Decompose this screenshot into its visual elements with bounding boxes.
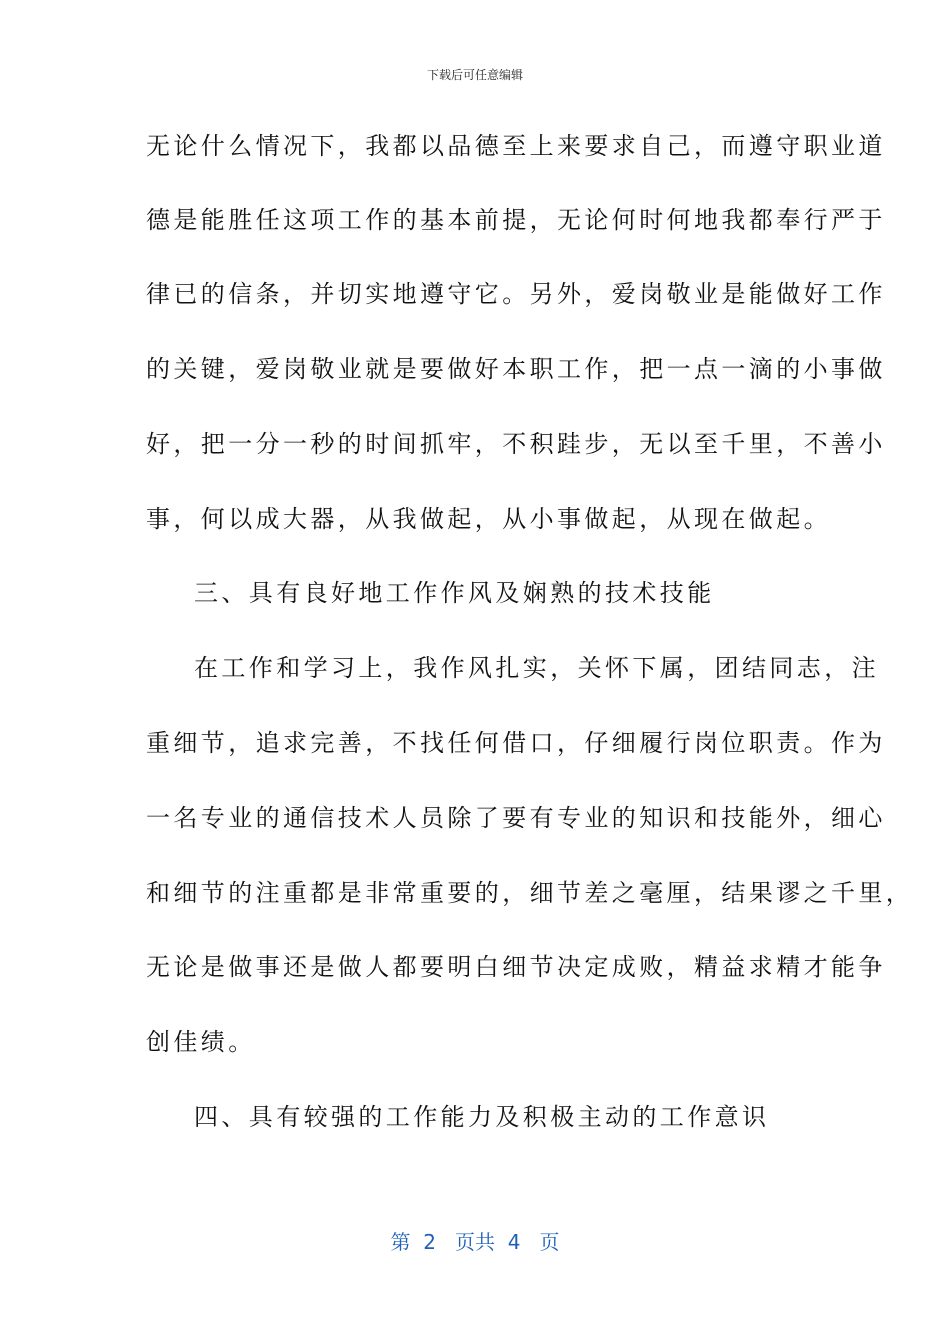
text-line: 德是能胜任这项工作的基本前提，无论何时何地我都奉行严于 (146, 206, 886, 234)
text-line: 和细节的注重都是非常重要的，细节差之毫厘，结果谬之千里， (146, 879, 914, 907)
page-number-footer (0, 1226, 950, 1255)
text-line: 律已的信条，并切实地遵守它。另外，爱岗敬业是能做好工作 (146, 280, 886, 308)
text-line: 创佳绩。 (146, 1028, 256, 1056)
text-line: 在工作和学习上，我作风扎实，关怀下属，团结同志，注 (194, 654, 879, 682)
footer-total-pages: 4 (507, 1230, 521, 1254)
text-line: 事，何以成大器，从我做起，从小事做起，从现在做起。 (146, 505, 831, 533)
text-line: 无论什么情况下，我都以品德至上来要求自己，而遵守职业道 (146, 132, 886, 160)
text-line: 好，把一分一秒的时间抓牢，不积跬步，无以至千里，不善小 (146, 430, 886, 458)
footer-current-page: 2 (423, 1230, 436, 1254)
text-line: 的关键，爱岗敬业就是要做好本职工作，把一点一滴的小事做 (146, 355, 886, 383)
footer-middle: 页共 (455, 1230, 495, 1254)
text-line: 一名专业的通信技术人员除了要有专业的知识和技能外，细心 (146, 804, 886, 832)
footer-suffix: 页 (539, 1230, 560, 1254)
section-heading-4: 四、具有较强的工作能力及积极主动的工作意识 (194, 1103, 770, 1131)
section-heading-3: 三、具有良好地工作作风及娴熟的技术技能 (194, 579, 715, 607)
header-note: 下载后可任意编辑 (426, 68, 523, 82)
text-line: 无论是做事还是做人都要明白细节决定成败，精益求精才能争 (146, 953, 886, 981)
text-line: 重细节，追求完善，不找任何借口，仔细履行岗位职责。作为 (146, 729, 886, 757)
footer-prefix: 第 (390, 1230, 411, 1254)
